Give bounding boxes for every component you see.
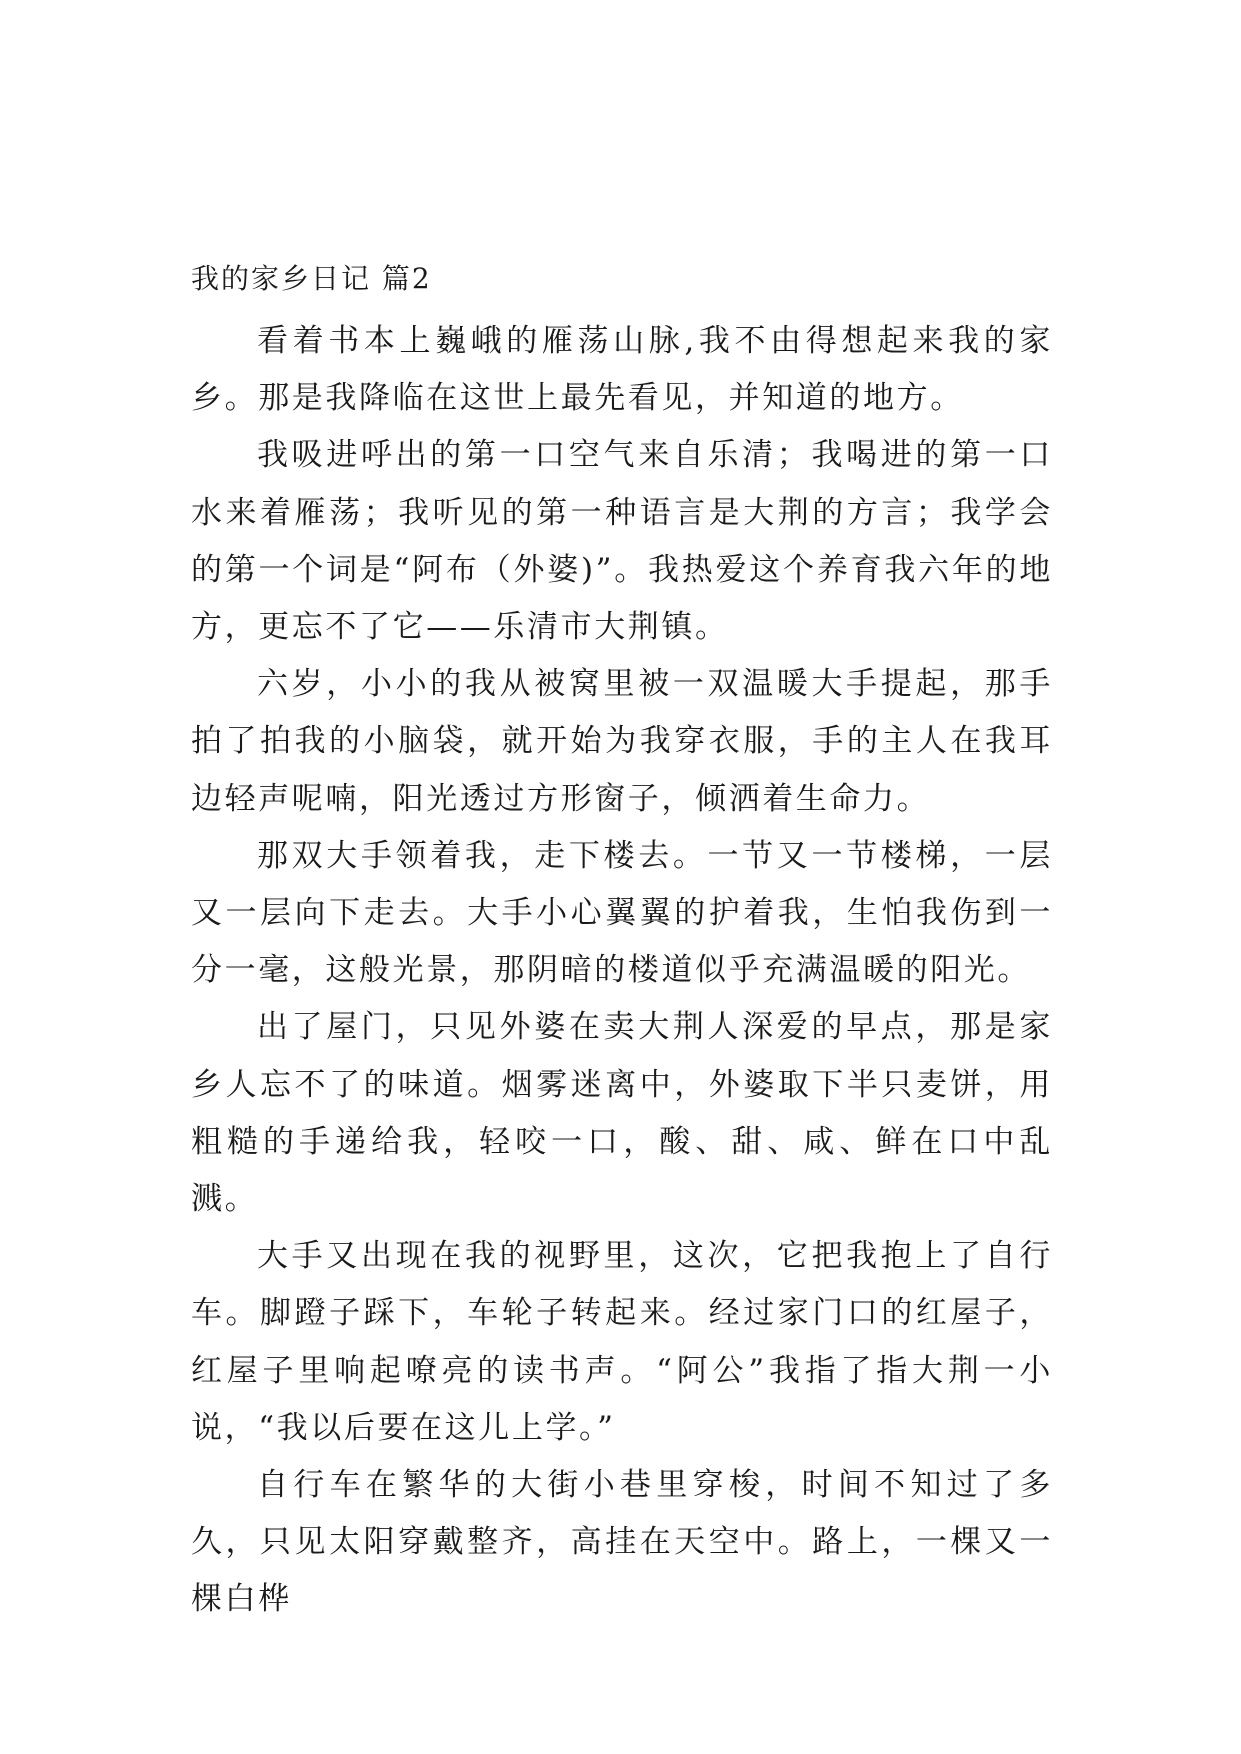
document-body	[191, 313, 1053, 1629]
paragraph: 我吸进呼出的第一口空气来自乐清；我喝进的第一口水来着雁荡；我听见的第一种语言是大荆的方言；我学会的第一个词是“阿布（外婆)”。我热爱这个养育我六年的地方，更忘不了它——乐清市大荆镇。	[191, 437, 1053, 646]
paragraph: 自行车在繁华的大街小巷里穿梭，时间不知过了多久，只见太阳穿戴整齐，高挂在天空中。路上，一棵又一棵白桦	[191, 1467, 1053, 1618]
paragraph: 看着书本上巍峨的雁荡山脉,我不由得想起来我的家乡。那是我降临在这世上最先看见，并知道的地方。	[191, 323, 1053, 417]
paragraph: 六岁，小小的我从被窝里被一双温暖大手提起，那手拍了拍我的小脑袋，就开始为我穿衣服，手的主人在我耳边轻声呢喃，阳光透过方形窗子，倾洒着生命力。	[191, 666, 1053, 817]
paragraph: 那双大手领着我，走下楼去。一节又一节楼梯，一层又一层向下走去。大手小心翼翼的护着我，生怕我伤到一分一毫，这般光景，那阴暗的楼道似乎充满温暖的阳光。	[191, 837, 1053, 989]
document-title: 我的家乡日记 篇2	[191, 262, 432, 295]
paragraph: 出了屋门，只见外婆在卖大荆人深爱的早点，那是家乡人忘不了的味道。烟雾迷离中，外婆取下半只麦饼，用粗糙的手递给我，轻咬一口，酸、甜、咸、鲜在口中乱溅。	[191, 1009, 1053, 1218]
paragraph: 大手又出现在我的视野里，这次，它把我抱上了自行车。脚蹬子踩下，车轮子转起来。经过家门口的红屋子，红屋子里响起嘹亮的读书声。“阿公”我指了指大荆一小说，“我以后要在这儿上学。”	[191, 1238, 1053, 1446]
